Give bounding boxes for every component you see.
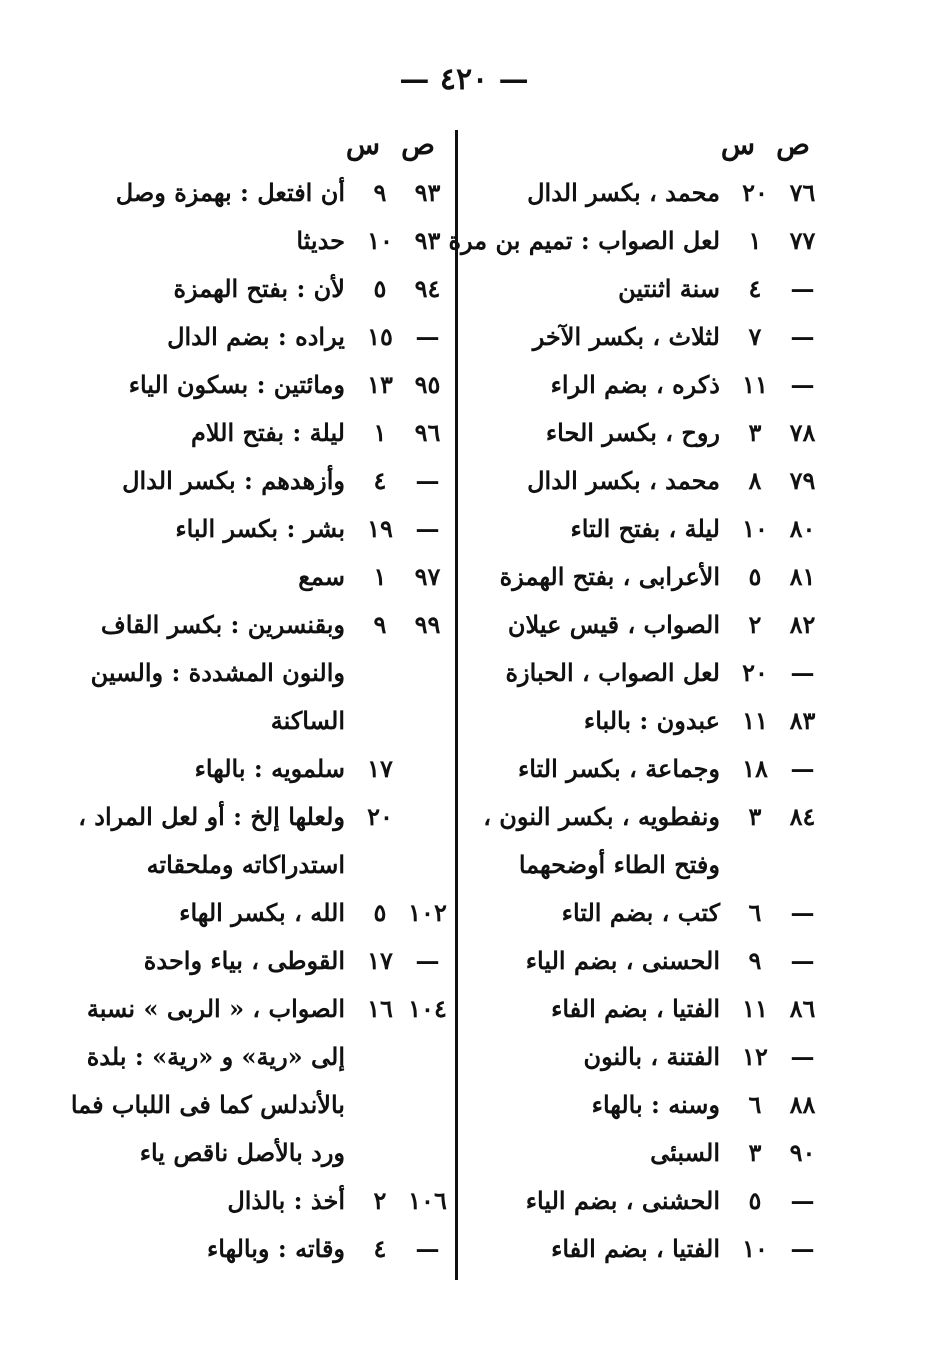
page-number-cell: — [790, 274, 815, 303]
correction-text: وجماعة ، بكسر التاء [517, 754, 720, 783]
correction-text: روح ، بكسر الحاء [545, 418, 720, 447]
errata-row [100, 946, 455, 994]
page-number-cell: ٧٧ [789, 226, 816, 255]
errata-row [100, 418, 455, 466]
page-number-cell: ١٠٦ [408, 1186, 447, 1215]
correction-text: أخذ : بالذال [227, 1186, 345, 1215]
right-column [448, 128, 830, 1282]
line-number-cell: ١ [748, 226, 762, 255]
correction-text: الأعرابى ، بفتح الهمزة [499, 562, 720, 591]
errata-row [100, 322, 455, 370]
line-number-cell: ٢ [373, 1186, 387, 1215]
errata-row [100, 1138, 455, 1186]
line-number-cell: ١٧ [367, 754, 393, 783]
page-number-cell: ٨٨ [789, 1090, 816, 1119]
line-number-cell: ١١ [742, 370, 768, 399]
errata-row [470, 898, 830, 946]
errata-row [470, 1186, 830, 1234]
line-number-cell: ١٨ [742, 754, 768, 783]
page-number-cell: — [415, 466, 440, 495]
errata-row [100, 850, 455, 898]
correction-text: وقاته : وبالهاء [206, 1234, 345, 1263]
errata-row [470, 802, 830, 850]
line-number-cell: ٣ [748, 1138, 762, 1167]
errata-row [100, 1234, 455, 1282]
line-number-cell: ٢٠ [742, 658, 768, 687]
page-number-cell: ٨٢ [789, 610, 816, 639]
errata-row [470, 658, 830, 706]
errata-row [470, 1138, 830, 1186]
correction-text: عبدون : بالباء [583, 706, 720, 735]
page-number-cell: — [790, 754, 815, 783]
errata-row [470, 706, 830, 754]
errata-row [86, 994, 455, 1042]
correction-text: ذكره ، بضم الراء [550, 370, 720, 399]
errata-row [90, 658, 455, 706]
line-number-cell: ١١ [742, 994, 768, 1023]
correction-text: الساكنة [270, 706, 345, 735]
correction-text: استدراكاته وملحقاته [146, 850, 345, 879]
line-number-cell: ١٠ [742, 1234, 768, 1263]
errata-row [100, 610, 455, 658]
errata-row [100, 370, 455, 418]
correction-text: ورد بالأصل ناقص ياء [139, 1138, 345, 1167]
correction-text: يراده : بضم الدال [167, 322, 345, 351]
correction-text: ولعلها إلخ : أو لعل المراد ، [78, 802, 345, 831]
correction-text: حديثا [296, 226, 345, 255]
correction-text: وفتح الطاء أوضحهما [518, 850, 720, 879]
page-number-cell: ٨١ [789, 562, 816, 591]
errata-row [100, 226, 455, 274]
line-header: س [720, 128, 755, 161]
page-number-cell: — [790, 898, 815, 927]
correction-text: وأزهدهم : بكسر الدال [122, 466, 345, 495]
page-number-cell: — [790, 1042, 815, 1071]
line-number-cell: ٦ [748, 898, 762, 927]
line-number-cell: ١٧ [367, 946, 393, 975]
correction-text: سمع [298, 562, 345, 591]
errata-row [78, 802, 455, 850]
correction-text: كتب ، بضم التاء [561, 898, 720, 927]
errata-row [100, 274, 455, 322]
page-number-cell: ١٠٤ [408, 994, 447, 1023]
correction-text: وسنه : بالهاء [591, 1090, 720, 1119]
errata-row [100, 1186, 455, 1234]
errata-row [470, 466, 830, 514]
correction-text: لثلاث ، بكسر الآخر [532, 322, 720, 351]
line-number-cell: ١٩ [367, 514, 393, 543]
page-number-cell: ٨٦ [789, 994, 816, 1023]
errata-row [86, 1042, 455, 1090]
page-number-cell: — [790, 322, 815, 351]
page-number-cell: ٩٦ [414, 418, 441, 447]
line-number-cell: ١ [373, 562, 387, 591]
line-number-cell: ٢٠ [742, 178, 768, 207]
line-number-cell: ٨ [748, 466, 762, 495]
correction-text: سنة اثنتين [618, 274, 720, 303]
errata-row [470, 610, 830, 658]
line-header: س [345, 128, 380, 161]
column-divider [455, 130, 458, 1280]
page-number-cell: — [415, 322, 440, 351]
page-number-cell: ٧٦ [789, 178, 816, 207]
correction-text: لعل الصواب ، الحبازة [505, 658, 720, 687]
page-number-cell: ٨٠ [789, 514, 816, 543]
line-number-cell: ١١ [742, 706, 768, 735]
line-number-cell: ٥ [373, 274, 387, 303]
column-header [470, 128, 830, 178]
errata-row [470, 274, 830, 322]
page-number-cell: ٩٥ [414, 370, 441, 399]
page-number-cell: ١٠٢ [408, 898, 447, 927]
line-number-cell: ١٣ [367, 370, 393, 399]
correction-text: ومائتين : بسكون الياء [128, 370, 345, 399]
correction-text: السبئى [650, 1138, 720, 1167]
page-number-cell: ٩٣ [414, 226, 441, 255]
errata-row [470, 946, 830, 994]
line-number-cell: ٢ [748, 610, 762, 639]
correction-text: محمد ، بكسر الدال [527, 178, 720, 207]
errata-row [470, 514, 830, 562]
line-number-cell: ٤ [373, 466, 387, 495]
errata-row [100, 178, 455, 226]
page-number-cell: ٩٣ [414, 178, 441, 207]
correction-text: الله ، بكسر الهاء [179, 898, 345, 927]
line-number-cell: ٣ [748, 802, 762, 831]
errata-row [100, 514, 455, 562]
page-number-cell: ٩٠ [789, 1138, 816, 1167]
page-number-cell: ٧٩ [789, 466, 816, 495]
errata-row [100, 706, 455, 754]
line-number-cell: ٥ [373, 898, 387, 927]
page-number-cell: ٩٩ [414, 610, 441, 639]
page-number-cell: ٨٣ [789, 706, 816, 735]
correction-text: ليلة : بفتح اللام [190, 418, 345, 447]
page-header: ص [401, 128, 435, 161]
line-number-cell: ١٦ [367, 994, 393, 1023]
line-number-cell: ٤ [373, 1234, 387, 1263]
line-number-cell: ١ [373, 418, 387, 447]
correction-text: الصواب ، « الربى » نسبة [86, 994, 345, 1023]
line-number-cell: ٩ [373, 178, 387, 207]
correction-text: الحشنى ، بضم الياء [525, 1186, 720, 1215]
errata-row [470, 1234, 830, 1282]
line-number-cell: ٤ [748, 274, 762, 303]
left-column [70, 128, 455, 1282]
line-number-cell: ٣ [748, 418, 762, 447]
correction-text: الفتيا ، بضم الفاء [551, 1234, 720, 1263]
errata-row [100, 898, 455, 946]
line-number-cell: ٦ [748, 1090, 762, 1119]
column-header [100, 128, 455, 178]
errata-row [100, 466, 455, 514]
errata-row [470, 1042, 830, 1090]
page-number-cell: — [790, 946, 815, 975]
line-number-cell: ٩ [748, 946, 762, 975]
errata-row [470, 850, 830, 898]
errata-row [470, 322, 830, 370]
correction-text: ونفطويه ، بكسر النون ، [483, 802, 720, 831]
page-number-cell: — [790, 1186, 815, 1215]
correction-text: محمد ، بكسر الدال [527, 466, 720, 495]
line-number-cell: ١٠ [742, 514, 768, 543]
correction-text: سلمويه : بالهاء [194, 754, 345, 783]
errata-row [470, 178, 830, 226]
errata-row [100, 562, 455, 610]
correction-text: الفتيا ، بضم الفاء [551, 994, 720, 1023]
correction-text: بالأندلس كما فى اللباب فما [70, 1090, 345, 1119]
correction-text: لعل الصواب : تميم بن مرة [448, 226, 720, 255]
page-number-cell: ٩٤ [414, 274, 441, 303]
page-number-cell: — [790, 658, 815, 687]
line-number-cell: ٥ [748, 1186, 762, 1215]
line-number-cell: ١٢ [742, 1042, 768, 1071]
errata-row [470, 370, 830, 418]
line-number-cell: ٩ [373, 610, 387, 639]
page-number: — ٤٢٠ — [399, 62, 529, 97]
page-number-cell: — [415, 514, 440, 543]
page-number-cell: ٨٤ [789, 802, 816, 831]
errata-row [470, 562, 830, 610]
correction-text: إلى «رية» و «رية» : بلدة [86, 1042, 345, 1071]
errata-row [100, 754, 455, 802]
errata-row [470, 418, 830, 466]
correction-text: الصواب ، قيس عيلان [507, 610, 720, 639]
line-number-cell: ٢٠ [367, 802, 393, 831]
errata-row [448, 226, 830, 274]
page-number-cell: — [415, 946, 440, 975]
correction-text: أن افتعل : بهمزة وصل [115, 178, 345, 207]
correction-text: ليلة ، بفتح التاء [570, 514, 720, 543]
correction-text: الحسنى ، بضم الياء [525, 946, 720, 975]
correction-text: بشر : بكسر الباء [175, 514, 345, 543]
page-number-cell: ٧٨ [789, 418, 816, 447]
correction-text: القوطى ، بياء واحدة [143, 946, 345, 975]
line-number-cell: ١٠ [367, 226, 393, 255]
correction-text: لأن : بفتح الهمزة [173, 274, 345, 303]
errata-row [470, 1090, 830, 1138]
correction-text: والنون المشددة : والسين [90, 658, 345, 687]
errata-row [470, 754, 830, 802]
page-number-cell: — [415, 1234, 440, 1263]
line-number-cell: ٧ [748, 322, 762, 351]
correction-text: وبقنسرين : بكسر القاف [100, 610, 345, 639]
correction-text: الفتنة ، بالنون [583, 1042, 720, 1071]
page-number-cell: — [790, 1234, 815, 1263]
page-header: ص [776, 128, 810, 161]
errata-row [470, 994, 830, 1042]
line-number-cell: ١٥ [367, 322, 393, 351]
page-number-cell: ٩٧ [414, 562, 441, 591]
errata-row [70, 1090, 455, 1138]
page-number-cell: — [790, 370, 815, 399]
line-number-cell: ٥ [748, 562, 762, 591]
